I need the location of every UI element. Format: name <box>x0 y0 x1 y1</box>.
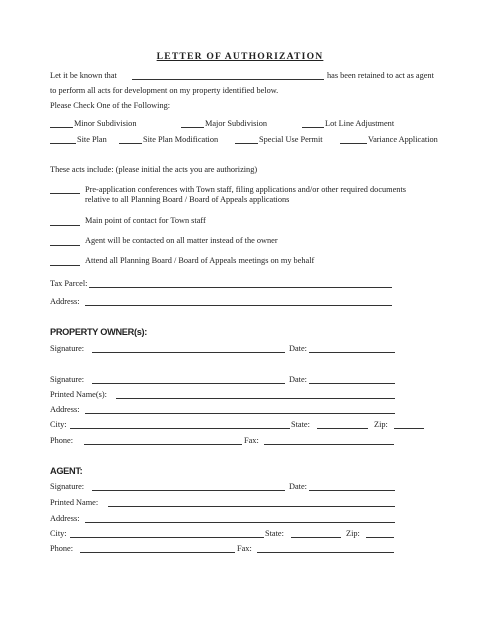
act-1-text-cont: relative to all Planning Board / Board of Appeals applications <box>85 195 290 204</box>
owner-date-2-field[interactable] <box>309 383 395 384</box>
agent-heading: AGENT: <box>50 466 83 476</box>
owner-phone-label: Phone: <box>50 436 74 445</box>
tax-parcel-field[interactable] <box>89 287 392 288</box>
special-use-permit-check[interactable] <box>235 143 258 144</box>
tax-parcel-label: Tax Parcel: <box>50 279 88 288</box>
lot-line-adjustment-check[interactable] <box>302 127 324 128</box>
act-2-initial[interactable] <box>50 225 80 226</box>
major-subdivision-check[interactable] <box>181 127 204 128</box>
owner-zip-field[interactable] <box>394 428 424 429</box>
act-1-text: Pre-application conferences with Town staff, filing applications and/or other required documents <box>85 185 406 194</box>
agent-date-field[interactable] <box>309 490 395 491</box>
intro-line-2: to perform all acts for development on my property identified below. <box>50 86 279 95</box>
owner-state-label: State: <box>291 420 310 429</box>
owner-date-label: Date: <box>289 344 307 353</box>
variance-application-check[interactable] <box>340 143 367 144</box>
agent-state-field[interactable] <box>291 537 341 538</box>
site-plan-modification-check[interactable] <box>119 143 142 144</box>
option-major-subdivision: Major Subdivision <box>205 119 267 128</box>
agent-city-label: City: <box>50 529 67 538</box>
owner-city-label: City: <box>50 420 67 429</box>
option-site-plan-modification: Site Plan Modification <box>143 135 219 144</box>
owner-address-label: Address: <box>50 405 80 414</box>
agent-fax-field[interactable] <box>257 552 394 553</box>
owner-heading: PROPERTY OWNER(s): <box>50 327 148 337</box>
owner-printed-names-field[interactable] <box>116 398 395 399</box>
owner-zip-label: Zip: <box>374 420 388 429</box>
agent-signature-label: Signature: <box>50 482 85 491</box>
property-address-label: Address: <box>50 297 80 306</box>
agent-phone-field[interactable] <box>80 552 235 553</box>
act-4-text: Attend all Planning Board / Board of Appeals meetings on my behalf <box>85 256 315 265</box>
option-lot-line-adjustment: Lot Line Adjustment <box>325 119 395 128</box>
option-special-use-permit: Special Use Permit <box>259 135 323 144</box>
act-4-initial[interactable] <box>50 265 80 266</box>
owner-date-2-label: Date: <box>289 375 307 384</box>
agent-address-field[interactable] <box>85 522 395 523</box>
agent-address-label: Address: <box>50 514 80 523</box>
agent-printed-name-label: Printed Name: <box>50 498 99 507</box>
owner-city-field[interactable] <box>70 428 290 429</box>
minor-subdivision-check[interactable] <box>50 127 73 128</box>
act-1-initial[interactable] <box>50 193 80 194</box>
intro-suffix: has been retained to act as agent <box>327 71 434 80</box>
agent-name-blank[interactable] <box>132 79 324 80</box>
option-minor-subdivision: Minor Subdivision <box>74 119 137 128</box>
intro-prefix: Let it be known that <box>50 71 117 80</box>
owner-signature-field[interactable] <box>92 352 285 353</box>
agent-zip-label: Zip: <box>346 529 360 538</box>
owner-signature-2-field[interactable] <box>92 383 285 384</box>
act-3-initial[interactable] <box>50 245 80 246</box>
agent-date-label: Date: <box>289 482 307 491</box>
agent-city-field[interactable] <box>70 537 264 538</box>
property-address-field[interactable] <box>85 305 392 306</box>
agent-state-label: State: <box>265 529 284 538</box>
check-prompt: Please Check One of the Following: <box>50 101 171 110</box>
owner-address-field[interactable] <box>85 413 395 414</box>
owner-phone-field[interactable] <box>84 444 242 445</box>
document-title: LETTER OF AUTHORIZATION <box>156 51 324 62</box>
site-plan-check[interactable] <box>50 143 76 144</box>
agent-fax-label: Fax: <box>237 544 252 553</box>
acts-intro: These acts include: (please initial the acts you are authorizing) <box>50 165 258 174</box>
agent-signature-field[interactable] <box>92 490 285 491</box>
owner-printed-names-label: Printed Name(s): <box>50 390 107 399</box>
act-2-text: Main point of contact for Town staff <box>85 216 206 225</box>
option-site-plan: Site Plan <box>77 135 107 144</box>
owner-state-field[interactable] <box>317 428 368 429</box>
option-variance-application: Variance Application <box>368 135 438 144</box>
owner-signature-2-label: Signature: <box>50 375 85 384</box>
owner-fax-label: Fax: <box>244 436 259 445</box>
agent-zip-field[interactable] <box>366 537 394 538</box>
owner-date-field[interactable] <box>309 352 395 353</box>
owner-signature-label: Signature: <box>50 344 85 353</box>
owner-fax-field[interactable] <box>264 444 394 445</box>
act-3-text: Agent will be contacted on all matter instead of the owner <box>85 236 278 245</box>
agent-phone-label: Phone: <box>50 544 74 553</box>
agent-printed-name-field[interactable] <box>108 506 395 507</box>
